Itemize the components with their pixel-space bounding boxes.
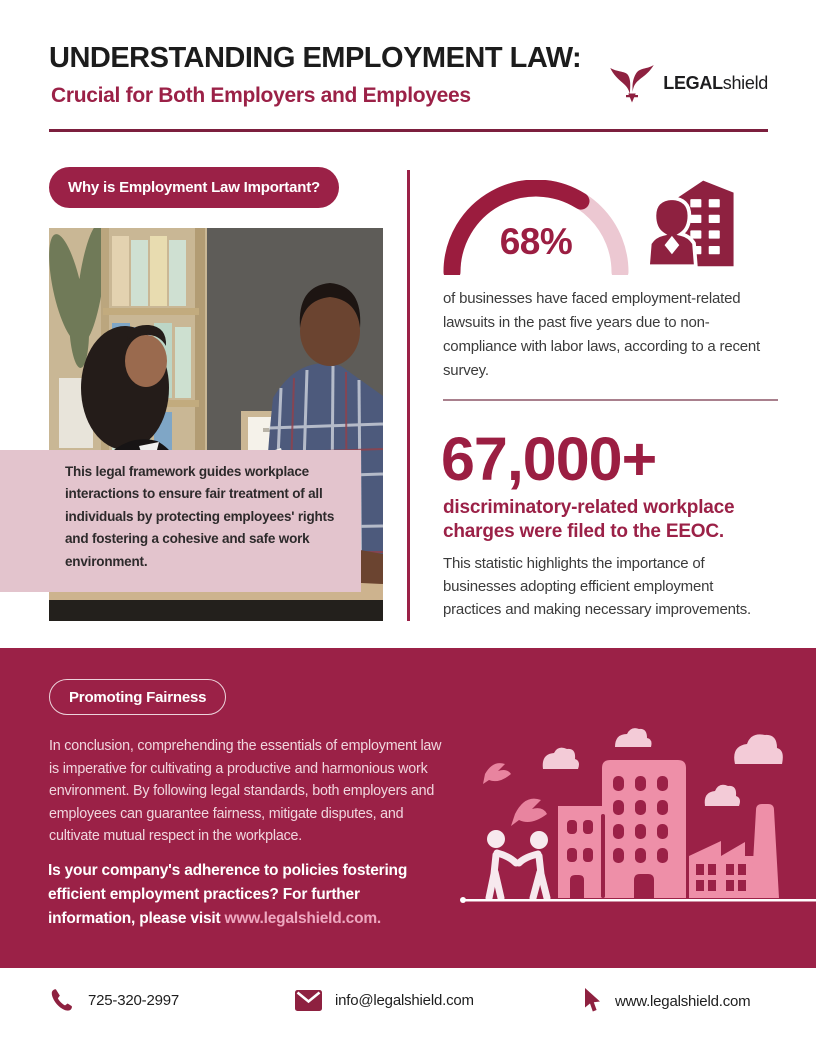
page-subtitle: Crucial for Both Employers and Employees [51, 84, 471, 107]
cursor-icon [583, 988, 602, 1014]
stat-divider [443, 399, 778, 401]
big-stat-number: 67,000+ [441, 425, 657, 493]
header-divider [49, 129, 768, 132]
footer-email-text: info@legalshield.com [335, 992, 474, 1009]
legalshield-link[interactable]: www.legalshield.com. [224, 910, 382, 927]
gauge-value-label: 68% [499, 221, 573, 262]
legalshield-logo [608, 62, 768, 104]
conclusion-question-text: Is your company's adherence to policies fostering efficient employment practices? For further information, please visit [48, 862, 408, 927]
conclusion-question [48, 859, 432, 931]
page-title: UNDERSTANDING EMPLOYMENT LAW: [49, 42, 582, 74]
footer-phone[interactable] [49, 987, 179, 1013]
cityscape-illustration [455, 722, 816, 912]
footer-email[interactable] [295, 990, 474, 1011]
logo-word-bold: LEGAL [663, 72, 723, 93]
conclusion-band [0, 648, 816, 968]
logo-word-light: shield [722, 72, 768, 93]
why-section-pill-label: Why is Employment Law Important? [68, 179, 320, 196]
overlay-callout-text: This legal framework guides workplace interactions to ensure fair treatment of all individuals by protecting employees' rights and fostering a cohesive and safe work environment. [65, 464, 335, 569]
footer-website-text: www.legalshield.com [615, 992, 751, 1010]
footer-phone-text: 725-320-2997 [88, 991, 180, 1009]
envelope-icon [295, 990, 322, 1011]
person-building-icon [648, 177, 740, 274]
why-section-pill [49, 167, 339, 208]
promoting-fairness-pill-label: Promoting Fairness [69, 688, 207, 706]
logo-wordmark [663, 73, 768, 94]
gauge-caption: of businesses have faced employment-related lawsuits in the past five years due to non-compliance with labor laws, according to a recent survey. [443, 290, 761, 379]
big-stat-caption: This statistic highlights the importance of businesses adopting efficient employment practices and making necessary improvements. [443, 555, 752, 618]
phone-icon [49, 987, 75, 1013]
overlay-callout [0, 450, 361, 592]
promoting-fairness-pill [49, 679, 226, 715]
big-stat-label: discriminatory-related workplace charges were filed to the EEOC. [443, 497, 735, 542]
column-divider [407, 170, 410, 621]
conclusion-paragraph: In conclusion, comprehending the essentials of employment law is imperative for cultivating a productive and harmonious work environment. By following legal standards, both employers and employees can guarantee fairness, mitigate disputes, and cultivate mutual respect in the workplace. [49, 738, 442, 845]
footer-website[interactable] [583, 988, 750, 1014]
eagle-logo-icon [608, 62, 656, 104]
